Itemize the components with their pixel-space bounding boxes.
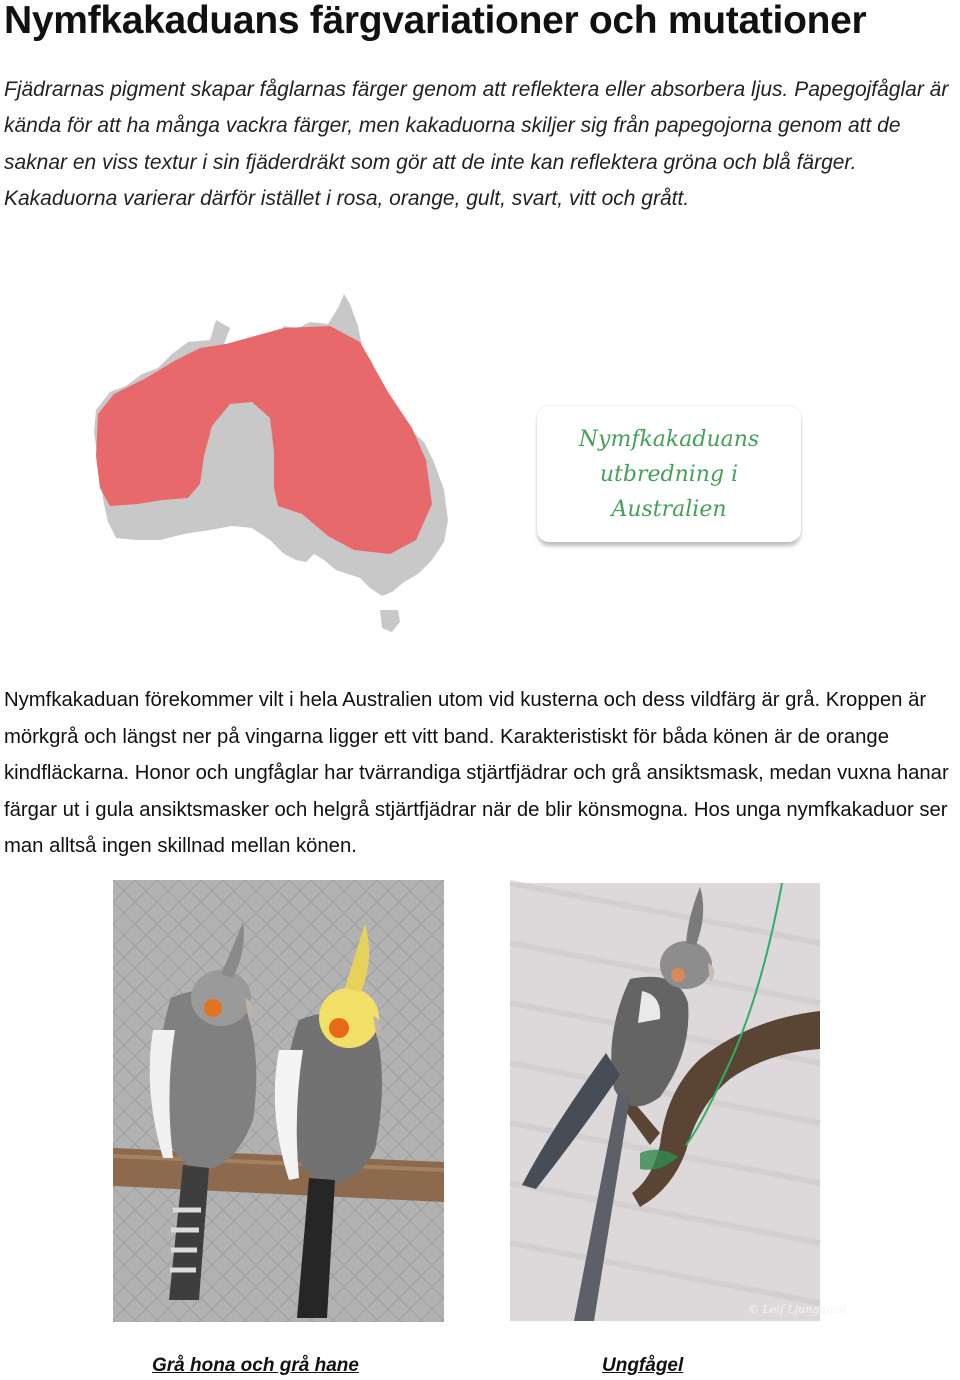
callout-line: Australien — [611, 496, 727, 522]
caption-grey-hen-and-cock: Grå hona och grå hane — [152, 1355, 359, 1376]
map-callout — [537, 406, 801, 542]
photo-grey-hen-and-cock — [113, 880, 444, 1322]
photo-young-bird — [510, 883, 848, 1321]
tasmania — [380, 610, 400, 632]
description-paragraph: Nymfkakaduan förekommer vilt i hela Australien utom vid kusterna och dess vildfärg är grå. Kroppen är mörkgrå och längst ner på vingarna ligger ett vitt band. Karakteristiskt för båda könen är de orange kindfläckarna. Honor och ungfåglar har tvärrandiga stjärtfjädrar och grå ansiktsmask, medan vuxna hanar färgar ut i gula ansiktsmasker och helgrå stjärtfjädrar när de blir könsmogna. Hos unga nymfkakaduor ser man alltså ingen skillnad mellan könen. — [4, 689, 949, 857]
caption-young-bird: Ungfågel — [602, 1355, 684, 1376]
callout-line: utbredning i — [599, 461, 739, 487]
intro-paragraph: Fjädrarnas pigment skapar fåglarnas färger genom att reflektera eller absorbera ljus. Papegojfåglar är kända för att ha många vackra färger, men kakaduorna skiljer sig från papegojorna genom att de saknar en viss textur i sin fjäderdräkt som gör att de inte kan reflektera gröna och blå färger. Kakaduorna varierar därför istället i rosa, orange, gult, svart, vitt och grått. — [4, 78, 949, 211]
australia-distribution-map — [92, 292, 462, 634]
photo-copyright: © Leif Ljungquist — [748, 1303, 848, 1316]
page-title: Nymfkakaduans färgvariationer och mutationer — [4, 0, 867, 42]
callout-line: Nymfkakaduans — [578, 426, 760, 452]
